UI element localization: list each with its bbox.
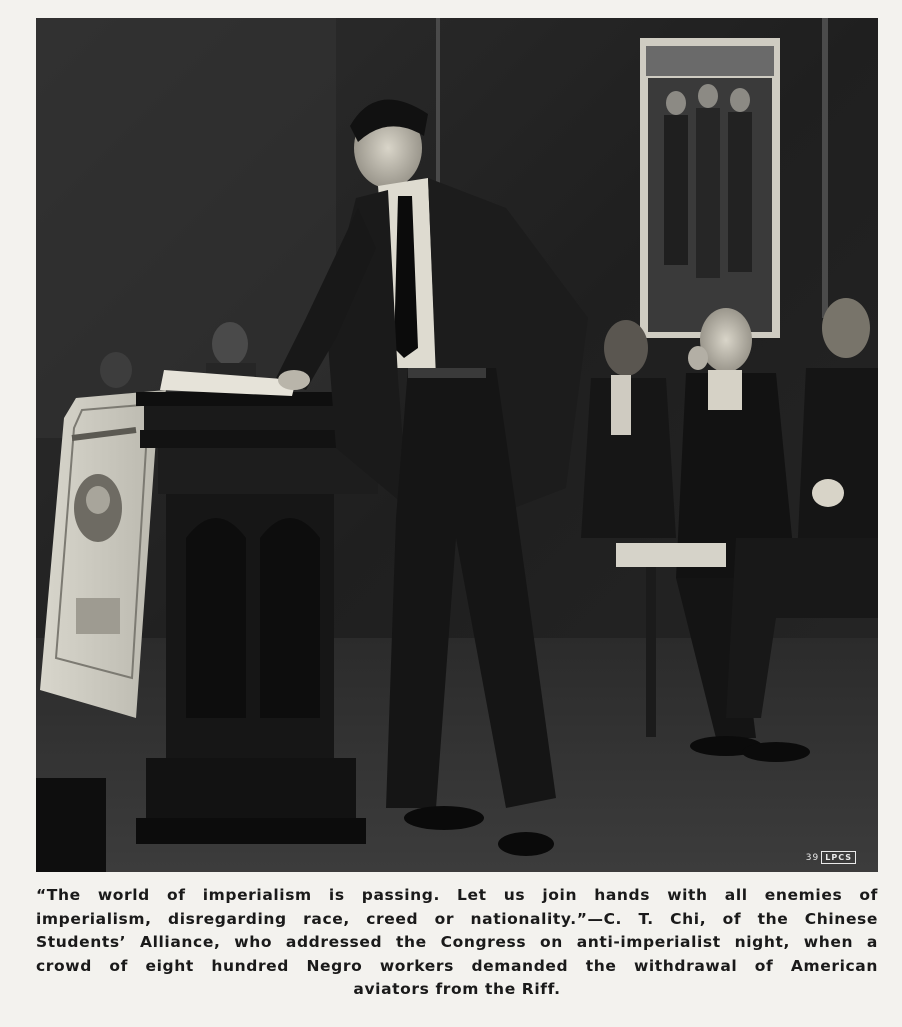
- engraver-logo: LPCS: [821, 851, 856, 864]
- plate-mark: [806, 851, 856, 864]
- caption-line: aviators from the Riff.: [353, 980, 561, 998]
- caption-line: imperialism, disregarding race, creed or nationality.”—C. T. Chi, of the Chinese: [36, 909, 878, 928]
- photo-caption: [36, 884, 878, 1002]
- plate-number: 39: [805, 852, 820, 863]
- caption-line: Students’ Alliance, who addressed the Congress on anti-imperialist night, when a: [36, 933, 878, 951]
- wall-poster: [640, 38, 780, 338]
- photograph-image: [36, 18, 878, 872]
- caption-line: crowd of eight hundred Negro workers demanded the withdrawal of American: [36, 956, 878, 975]
- caption-line: “The world of imperialism is passing. Let us join hands with all enemies of: [36, 886, 878, 904]
- photograph: [36, 18, 878, 872]
